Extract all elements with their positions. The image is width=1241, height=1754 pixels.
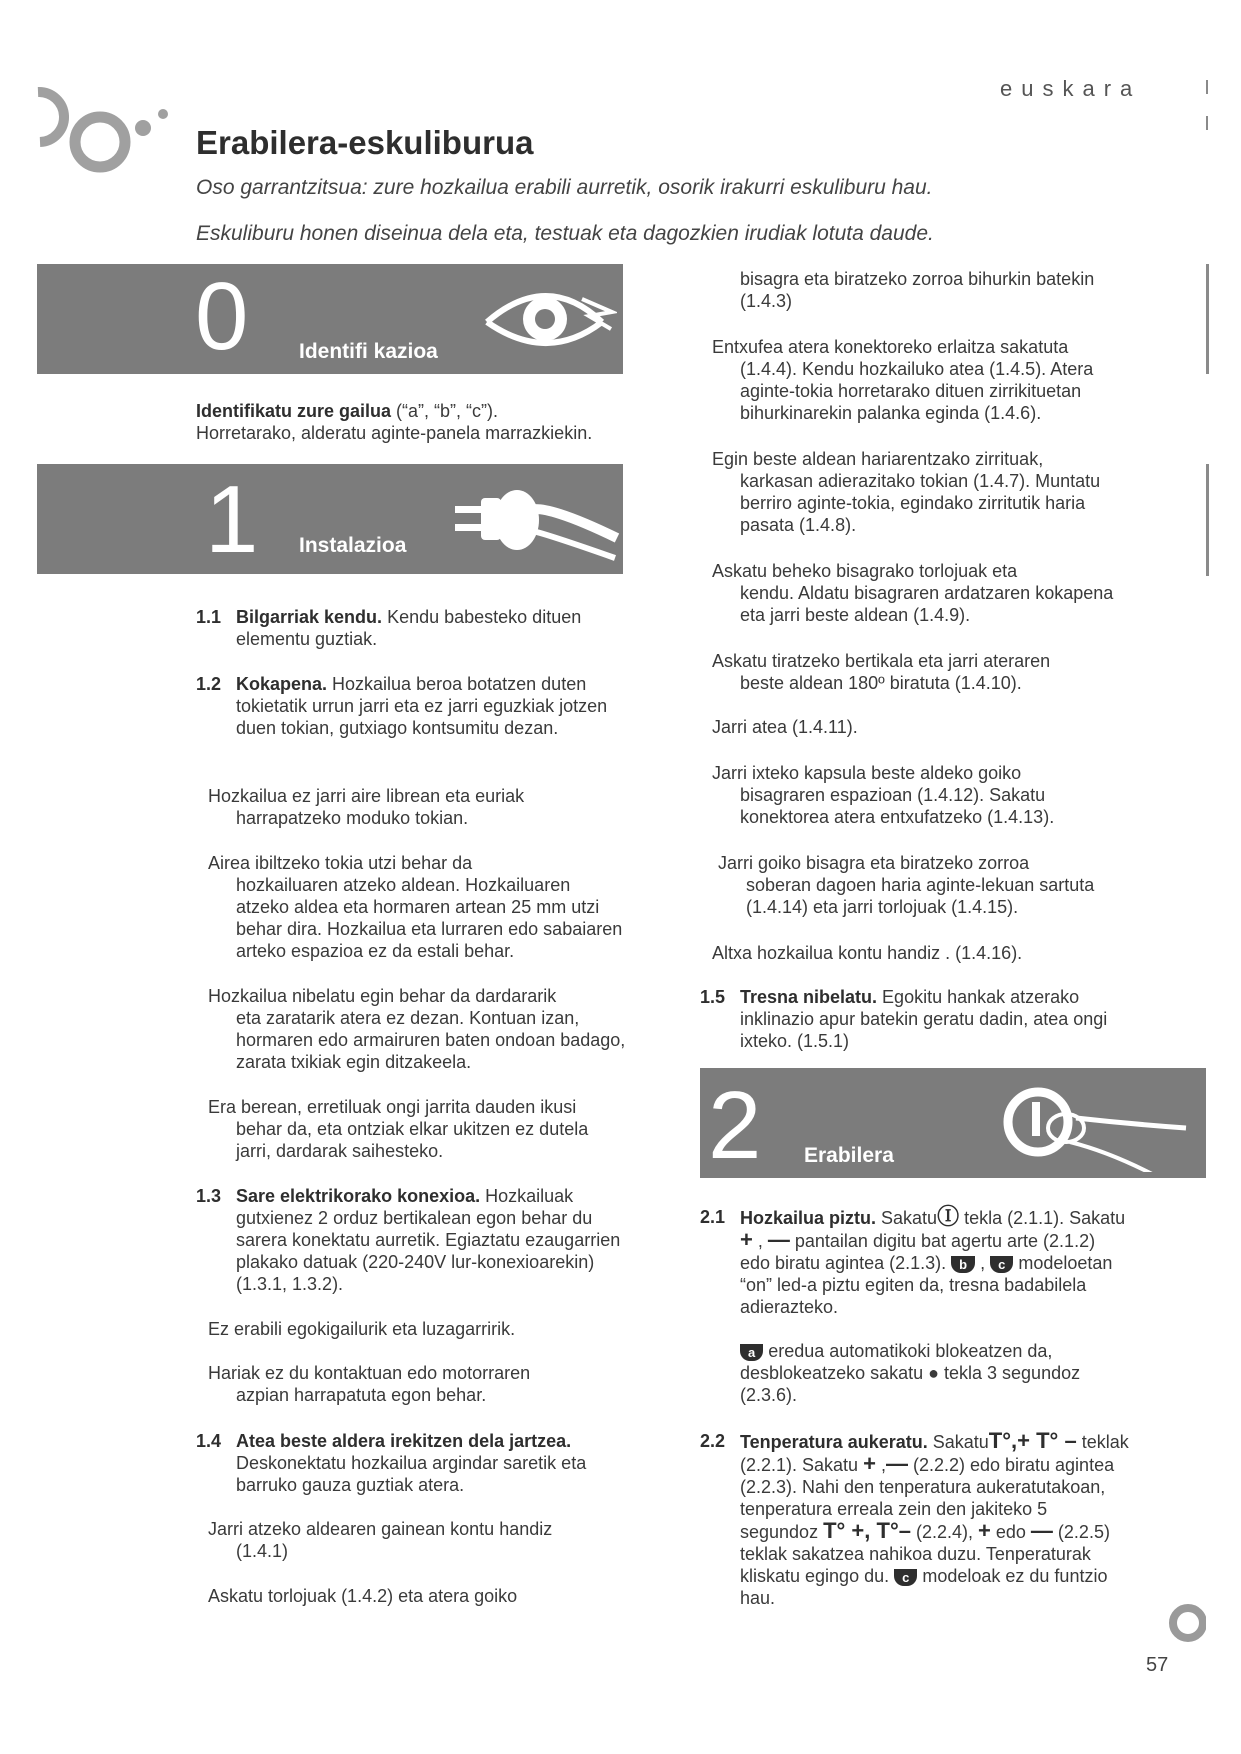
paragraph-ixteko: [712, 762, 1132, 828]
section-text: (2.2.5) teklak sakatzea nahikoa duzu. Tenperaturak kliskatu egingo du.: [740, 1522, 1110, 1586]
section-2-number: 2: [708, 1072, 762, 1178]
section-2-banner: [700, 1068, 1206, 1178]
paragraph-first-line: Egin beste aldean hariarentzako zirrituak,: [712, 449, 1044, 469]
section-text: eredua automatikoki blokeatzen da, desblokeatzeko sakatu: [740, 1341, 1053, 1383]
section-2-1: [700, 1206, 1130, 1318]
section-0-title: Identifi kazioa: [299, 340, 438, 363]
section-2-2: [700, 1430, 1130, 1609]
margin-rule: [1206, 464, 1209, 576]
paragraph-beheko: [712, 560, 1132, 626]
section-0-banner: [37, 264, 623, 374]
section-text: Sakatu: [927, 1432, 989, 1452]
section-1-3: [196, 1185, 626, 1295]
section-text: ,: [752, 1231, 768, 1251]
section-number: 1.2: [196, 674, 222, 694]
section-text: teklak (2.2.1). Sakatu: [740, 1432, 1129, 1475]
paragraph-first-line: Askatu beheko bisagrako torlojuak eta: [712, 561, 1018, 581]
page-title: Erabilera-eskuliburua: [196, 124, 534, 161]
section-1-1: [196, 606, 626, 650]
identify-paragraph: [196, 400, 626, 444]
section-number: 2.1: [700, 1207, 726, 1227]
paragraph-rest: (1.4.4). Kendu hozkailuko atea (1.4.5). Atera aginte-tokia horretarako dituen zirrikituetan bihurkinarekin palanka eginda (1.4.6).: [740, 359, 1094, 423]
margin-mark: [1206, 80, 1208, 94]
temperature-keys-icon: T°,+ T° –: [988, 1428, 1077, 1453]
paragraph-first-line: Hozkailua ez jarri aire librean eta euriak: [208, 786, 525, 806]
paragraph-rest: azpian harrapatuta egon behar.: [236, 1385, 487, 1405]
language-label: euskara: [1000, 76, 1142, 101]
paragraph-goiko: [718, 852, 1138, 918]
section-number: 1.4: [196, 1431, 222, 1451]
minus-key-icon: —: [885, 1451, 908, 1476]
section-text: modeloak ez du funtzio hau.: [740, 1566, 1108, 1608]
paragraph-first-line: Era berean, erretiluak ongi jarrita dauden ikusi: [208, 1097, 577, 1117]
section-text: Sakatu: [876, 1208, 938, 1228]
paragraph-rest: karkasan adierazitako tokian (1.4.7). Muntatu berriro aginte-tokia, egindako zirritutik haria pasata (1.4.8).: [740, 471, 1101, 535]
section-heading: Bilgarriak kendu.: [236, 607, 383, 627]
paragraph-first-line: Entxufea atera konektoreko erlaitza sakatuta: [712, 337, 1069, 357]
model-b-badge: b: [951, 1256, 975, 1273]
paragraph-first-line: Askatu tiratzeko bertikala eta jarri ateraren: [712, 651, 1051, 671]
paragraph-hariak: [208, 1362, 628, 1406]
section-number: 2.2: [700, 1431, 726, 1451]
paragraph-askatu-torlojuak: [208, 1585, 628, 1607]
paragraph-nibelatu: [208, 985, 628, 1073]
paragraph-jarri-atzeko: [208, 1518, 628, 1562]
corner-logo-icon: [1166, 1600, 1206, 1646]
paragraph-era-berean: [208, 1096, 628, 1162]
plus-key-icon: +: [863, 1451, 876, 1476]
power-button-finger-icon: [980, 1082, 1206, 1172]
section-heading: Tresna nibelatu.: [740, 987, 878, 1007]
paragraph-ez-erabili: [208, 1318, 628, 1340]
brand-logo-icon: [30, 80, 170, 180]
section-text: tekla (2.1.1). Sakatu: [959, 1208, 1126, 1228]
section-text: pantailan digitu bat agertu arte (2.1.2) edo biratu agintea (2.1.3).: [740, 1231, 1096, 1273]
intro-line-2: Eskuliburu honen diseinua dela eta, testuak eta dagozkien irudiak lotuta daude.: [196, 222, 934, 245]
section-number: 1.3: [196, 1186, 222, 1206]
section-2-1-model-a: [740, 1340, 1130, 1406]
section-text: modeloetan “on” led-a piztu egiten da, tresna badabilela adierazteko.: [740, 1253, 1113, 1317]
paragraph-first-line: Hozkailua nibelatu egin behar da dardararik: [208, 986, 557, 1006]
paragraph-first-line: Jarri atzeko aldearen gainean kontu handiz: [208, 1519, 553, 1539]
plug-icon: [447, 484, 623, 574]
section-1-title: Instalazioa: [299, 534, 407, 557]
paragraph-rest: harrapatzeko moduko tokian.: [236, 808, 469, 828]
section-text: (2.2.2) edo biratu agintea (2.2.3). Nahi den tenperatura aukeratutakoan, tenperatura erreala zein den jakiteko 5 segundoz: [740, 1455, 1115, 1542]
paragraph-airea: [208, 852, 628, 962]
section-1-5: [700, 986, 1130, 1052]
section-heading: Hozkailua piztu.: [740, 1208, 877, 1228]
paragraph-egin: [712, 448, 1132, 536]
section-text: ,: [875, 1455, 886, 1475]
model-c-badge: c: [894, 1569, 917, 1586]
identify-instruction: Horretarako, alderatu aginte-panela marrazkiekin.: [196, 423, 593, 443]
paragraph-entxufea: [712, 336, 1132, 424]
intro-line-1: Oso garrantzitsua: zure hozkailua erabili aurretik, osorik irakurri eskuliburu hau.: [196, 176, 933, 199]
paragraph-rest: eta zaratarik atera ez dezan. Kontuan izan, hormaren edo armairuren baten ondoan badago, zarata txikiak egin ditzakeela.: [236, 1008, 626, 1072]
paragraph-altxa: [712, 942, 1132, 964]
section-text: tekla 3 segundoz (2.3.6).: [740, 1363, 1081, 1405]
section-1-number: 1: [205, 466, 259, 573]
section-heading: Tenperatura aukeratu.: [740, 1432, 928, 1452]
margin-mark: [1206, 116, 1208, 130]
paragraph-rest: (1.4.1): [236, 1541, 289, 1561]
plus-key-icon: +: [740, 1227, 753, 1252]
section-text: ,: [975, 1253, 991, 1273]
temperature-keys-icon: T° +, T°–: [823, 1518, 911, 1543]
section-text: (2.2.4),: [910, 1522, 979, 1542]
section-number: 1.1: [196, 607, 222, 627]
paragraph-rest: kendu. Aldatu bisagraren ardatzaren kokapena eta jarri beste aldean (1.4.9).: [740, 583, 1114, 625]
paragraph-rest: hozkailuaren atzeko aldean. Hozkailuaren atzeko aldea eta hormaren artean 25 mm utzi behar dira. Hozkailua eta lurraren edo sabaiaren arteko espazioa ez da estali behar.: [236, 875, 623, 961]
paragraph-jarri-atea: [712, 716, 1132, 738]
paragraph-rest: behar da, eta ontziak elkar ukitzen ez dutela jarri, dardarak saihesteko.: [236, 1119, 589, 1161]
paragraph-rest: (1.4.3): [740, 291, 793, 311]
model-c-badge: c: [990, 1256, 1013, 1273]
paragraph-first-line: Airea ibiltzeko tokia utzi behar da: [208, 853, 473, 873]
paragraph-text: Altxa hozkailua kontu handiz . (1.4.16).: [712, 943, 1023, 963]
section-text: edo: [990, 1522, 1031, 1542]
paragraph-first-line: Hariak ez du kontaktuan edo motorraren: [208, 1363, 531, 1383]
paragraph-rest: beste aldean 180º biratuta (1.4.10).: [740, 673, 1022, 693]
identify-heading: Identifikatu zure gailua: [196, 401, 392, 421]
paragraph-first-line: bisagra eta biratzeko zorroa bihurkin batekin: [740, 269, 1095, 289]
paragraph-text: Ez erabili egokigailurik eta luzagarririk.: [208, 1319, 516, 1339]
paragraph-bisagra: [712, 268, 1132, 312]
section-text: Kendu babesteko dituen elementu guztiak.: [236, 607, 582, 649]
margin-rule: [1206, 264, 1209, 374]
paragraph-rest: bisagraren espazioan (1.4.12). Sakatu konektorea atera entxufatzeko (1.4.13).: [740, 785, 1055, 827]
paragraph-text: Jarri atea (1.4.11).: [712, 717, 858, 737]
section-heading: Atea beste aldera irekitzen dela jartzea.: [236, 1431, 572, 1451]
model-a-badge: a: [740, 1344, 763, 1361]
section-heading: Kokapena.: [236, 674, 328, 694]
section-2-title: Erabilera: [804, 1144, 894, 1167]
paragraph-tiratzeko: [712, 650, 1132, 694]
identify-options: (“a”, “b”, “c”).: [391, 401, 499, 421]
section-1-banner: [37, 464, 623, 574]
paragraph-text: Askatu torlojuak (1.4.2) eta atera goiko: [208, 1586, 518, 1606]
section-text: Hozkailuak gutxienez 2 orduz bertikalean egon behar du sarera konektatu aurretik. Egiaztatu ezaugarrien plakako datuak (220-240V lur-konexioarekin) (1.3.1, 1.3.2).: [236, 1186, 621, 1294]
page-number: 57: [1146, 1654, 1169, 1676]
section-heading: Sare elektrikorako konexioa.: [236, 1186, 481, 1206]
plus-key-icon: +: [978, 1518, 991, 1543]
minus-key-icon: —: [1030, 1518, 1053, 1543]
lock-key-icon: ●: [928, 1363, 939, 1383]
paragraph-aire: [208, 785, 628, 829]
section-text: Egokitu hankak atzerako inklinazio apur batekin geratu dadin, atea ongi ixteko. (1.5.1): [740, 987, 1108, 1051]
section-0-number: 0: [195, 264, 249, 370]
eye-icon: [477, 274, 617, 360]
paragraph-first-line: Jarri goiko bisagra eta biratzeko zorroa: [718, 853, 1030, 873]
power-key-icon: Ⓘ: [937, 1204, 960, 1229]
section-1-4: [196, 1430, 626, 1496]
section-number: 1.5: [700, 987, 726, 1007]
section-text: Hozkailua beroa botatzen duten tokietatik urrun jarri eta ez jarri eguzkiak jotzen duen tokian, gutxiago kontsumitu dezan.: [236, 674, 608, 738]
section-1-2: [196, 673, 626, 739]
paragraph-first-line: Jarri ixteko kapsula beste aldeko goiko: [712, 763, 1022, 783]
section-text: Deskonektatu hozkailua argindar saretik eta barruko gauza guztiak atera.: [236, 1453, 587, 1495]
minus-key-icon: —: [767, 1227, 790, 1252]
paragraph-rest: soberan dagoen haria aginte-lekuan sartuta (1.4.14) eta jarri torlojuak (1.4.15).: [746, 875, 1095, 917]
